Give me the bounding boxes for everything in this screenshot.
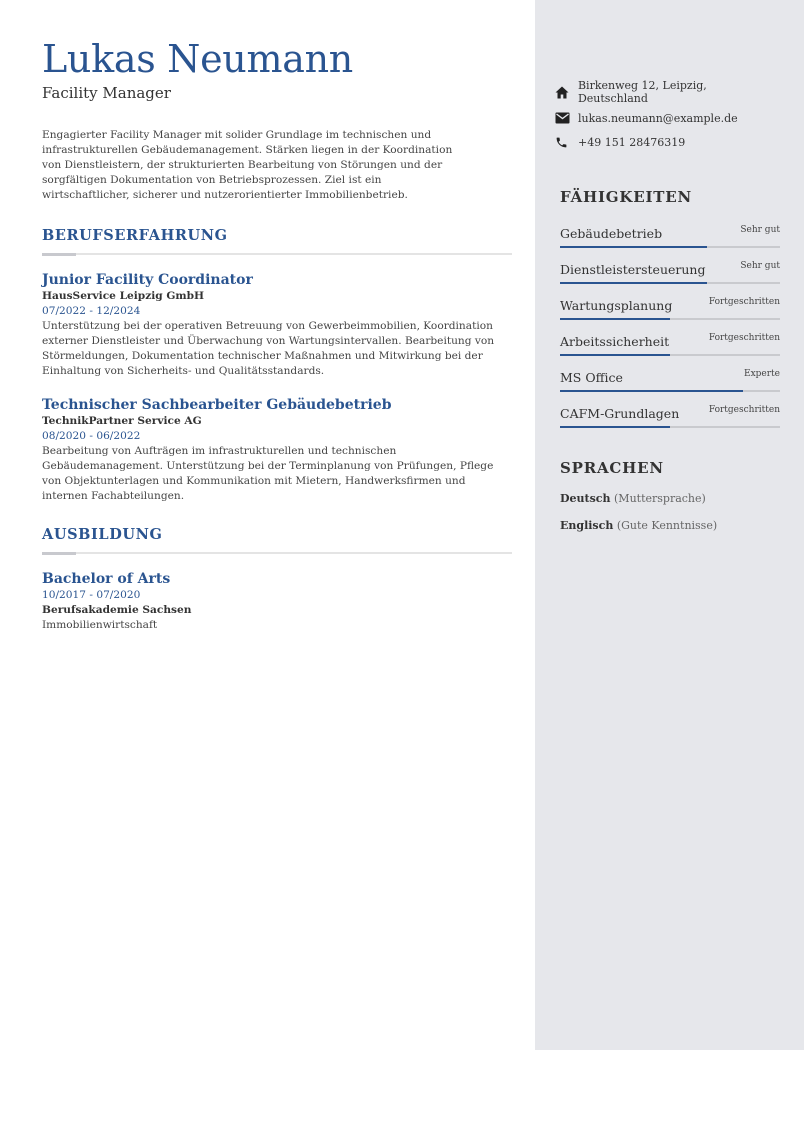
phone-icon <box>555 136 578 149</box>
contact-address <box>555 80 780 104</box>
job-title: Technischer Sachbearbeiter Gebäudebetrieb <box>42 397 392 413</box>
main-column <box>42 36 512 633</box>
skills-list <box>560 217 780 433</box>
skill-bar-track <box>560 354 780 356</box>
skill-bar-track <box>560 318 780 320</box>
section-divider-accent <box>42 253 76 256</box>
skill-bar-fill <box>560 426 670 429</box>
skill-bar-fill <box>560 318 670 321</box>
skill-item <box>560 361 780 397</box>
skill-name: Gebäudebetrieb <box>560 226 663 241</box>
email-text[interactable]: lukas.neumann@example.de <box>578 111 738 125</box>
skill-bar-track <box>560 390 780 392</box>
job-dates: 08/2020 - 06/2022 <box>42 430 141 442</box>
experience-entry <box>42 271 512 379</box>
section-title-skills: FÄHIGKEITEN <box>560 188 693 206</box>
skill-bar-track <box>560 426 780 428</box>
skill-level: Experte <box>744 369 780 379</box>
education-dates: 10/2017 - 07/2020 <box>42 589 141 601</box>
mail-icon <box>555 112 578 124</box>
skill-name: Arbeitssicherheit <box>560 334 670 349</box>
education-section <box>42 526 512 633</box>
skill-bar-fill <box>560 390 743 393</box>
language-item <box>560 518 780 533</box>
degree-title: Bachelor of Arts <box>42 571 171 587</box>
education-field: Immobilienwirtschaft <box>42 619 158 631</box>
job-description: Bearbeitung von Aufträgen im infrastrukturellen und technischen Gebäudemanagement. Unterstützung bei der Terminplanung von Prüfungen, Pflege von Objektunterlagen und Kommunikation mit Mietern, Handwerksfirmen und internen Fachabteilungen. <box>42 445 494 502</box>
skill-bar-fill <box>560 282 707 285</box>
job-title: Junior Facility Coordinator <box>42 272 253 288</box>
job-description: Unterstützung bei der operativen Betreuung von Gewerbeimmobilien, Koordination externer Dienstleister und Überwachung von Wartungsintervallen. Bearbeitung von Störmeldungen, Dokumentation technischer Maßnahmen und Mitwirkung bei der Einhaltung von Sicherheits- und Qualitätsstandards. <box>42 320 495 377</box>
experience-section <box>42 227 512 504</box>
job-dates: 07/2022 - 12/2024 <box>42 305 141 317</box>
skill-name: Wartungsplanung <box>560 298 673 313</box>
person-name: Lukas Neumann <box>42 37 353 81</box>
profile-summary: Engagierter Facility Manager mit solider Grundlage im technischen und infrastrukturellen Gebäudemanagement. Stärken liegen in der Koordination von Dienstleistern, der strukturierten Bearbeitung von Störungen und der sorgfältigen Dokumentation von Betriebsprozessen. Ziel ist ein wirtschaftlicher, sicherer und nutzerorientierter Immobilienbetrieb. <box>42 129 453 201</box>
language-item <box>560 491 780 506</box>
education-institution: Berufsakademie Sachsen <box>42 604 192 616</box>
skill-level: Fortgeschritten <box>708 405 780 415</box>
sidebar <box>555 80 780 545</box>
education-entry <box>42 570 512 633</box>
section-divider-accent <box>42 552 76 555</box>
skill-name: MS Office <box>560 370 623 385</box>
skill-item <box>560 253 780 289</box>
section-divider <box>42 552 512 554</box>
contact-email[interactable] <box>555 106 780 130</box>
skill-level: Fortgeschritten <box>708 297 780 307</box>
skill-item <box>560 325 780 361</box>
experience-entry <box>42 396 512 504</box>
home-icon <box>555 86 578 99</box>
skill-bar-fill <box>560 246 707 249</box>
skill-bar-track <box>560 246 780 248</box>
language-name: Deutsch <box>560 492 611 505</box>
job-company: HausService Leipzig GmbH <box>42 290 204 302</box>
contact-phone[interactable] <box>555 130 780 154</box>
skill-item <box>560 289 780 325</box>
language-level: (Gute Kenntnisse) <box>616 519 718 532</box>
skill-level: Fortgeschritten <box>708 333 780 343</box>
languages-list <box>560 491 780 533</box>
skill-item <box>560 397 780 433</box>
skill-name: Dienstleistersteuerung <box>560 262 706 277</box>
job-company: TechnikPartner Service AG <box>42 415 202 427</box>
skill-item <box>560 217 780 253</box>
skill-level: Sehr gut <box>740 225 780 235</box>
section-divider <box>42 253 512 255</box>
skill-bar-fill <box>560 354 670 357</box>
language-name: Englisch <box>560 519 614 532</box>
phone-text[interactable]: +49 151 28476319 <box>578 135 686 149</box>
address-text: Birkenweg 12, Leipzig, Deutschland <box>577 79 707 105</box>
language-level: (Muttersprache) <box>614 492 706 505</box>
skill-name: CAFM-Grundlagen <box>560 406 680 421</box>
section-title-education: AUSBILDUNG <box>42 526 163 543</box>
section-title-languages: SPRACHEN <box>560 459 664 477</box>
skill-level: Sehr gut <box>740 261 780 271</box>
skill-bar-track <box>560 282 780 284</box>
section-title-experience: BERUFSERFAHRUNG <box>42 227 228 244</box>
person-role: Facility Manager <box>42 84 171 102</box>
